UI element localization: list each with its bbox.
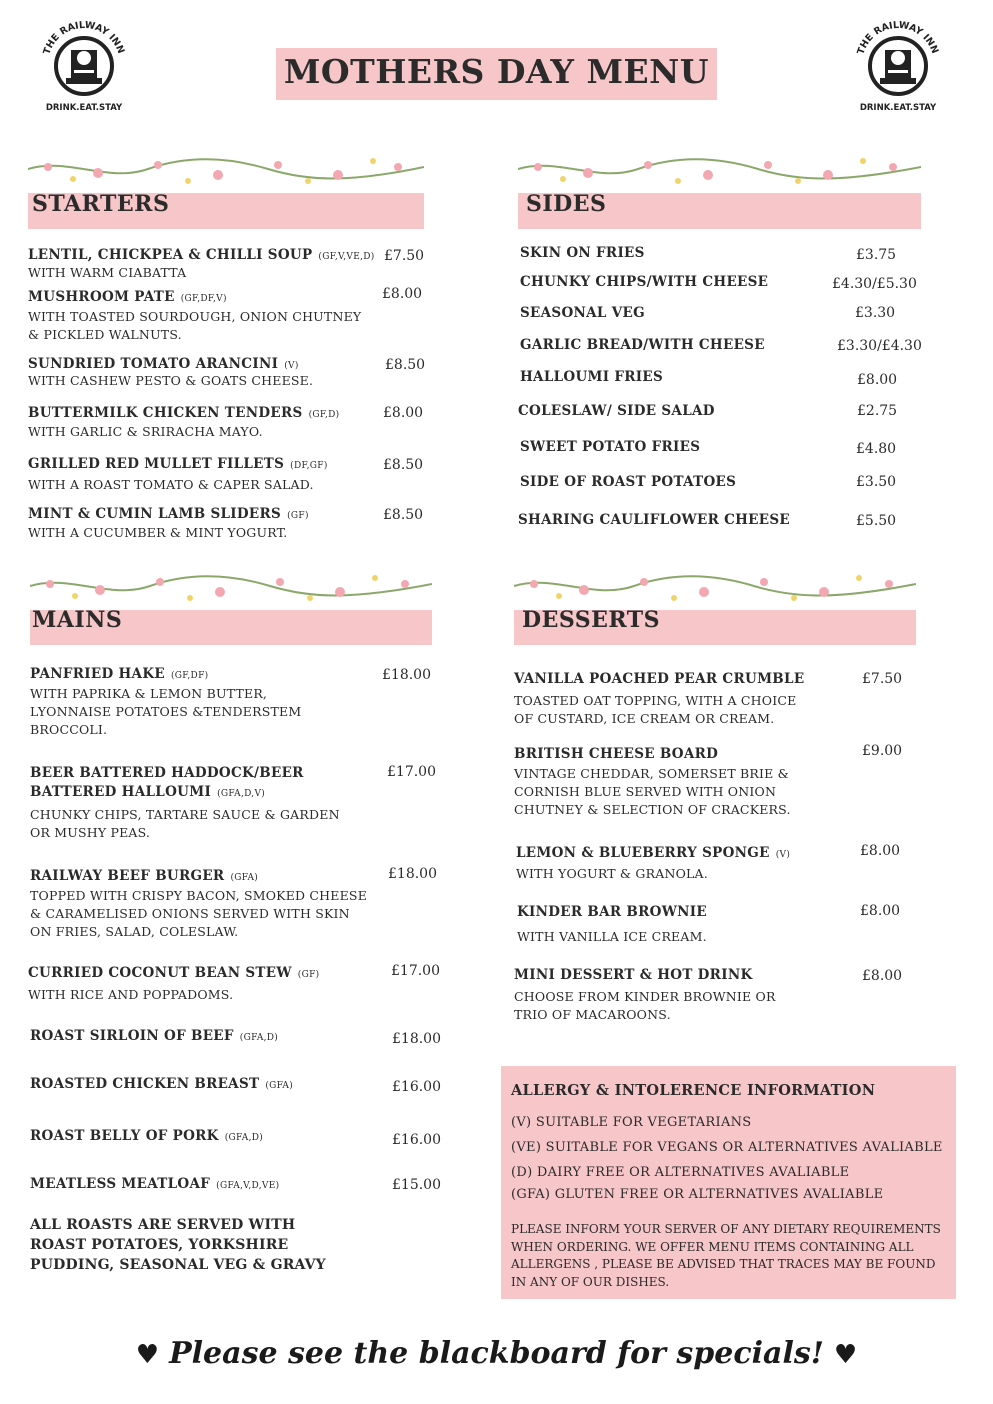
- footer-specials: [0, 1336, 993, 1371]
- menu-item-desc: WITH VANILLA ICE CREAM.: [517, 929, 707, 944]
- side-item-name: HALLOUMI FRIES: [520, 369, 664, 385]
- side-item-price: £8.00: [857, 372, 898, 388]
- menu-item-desc: WITH RICE AND POPPADOMS.: [28, 987, 234, 1002]
- floral-garland: [30, 572, 432, 610]
- menu-item-price: £9.00: [862, 743, 903, 759]
- dietary-tag: (GF): [287, 511, 309, 521]
- side-item-price: £3.30/£4.30: [837, 338, 922, 354]
- side-item-price: £3.75: [856, 247, 897, 263]
- allergy-line: (D) DAIRY FREE OR ALTERNATIVES AVALIABLE: [511, 1165, 850, 1180]
- dietary-tag: (GFA,V,D,VE): [216, 1181, 280, 1191]
- dietary-tag: (GFA,D,V): [217, 789, 266, 799]
- menu-item-desc: WITH A ROAST TOMATO & CAPER SALAD.: [28, 477, 314, 492]
- floral-garland: [28, 155, 424, 193]
- menu-item-name: LEMON & BLUEBERRY SPONGE (V): [516, 845, 791, 861]
- menu-item-price: £18.00: [388, 866, 437, 882]
- menu-item-desc: WITH PAPRIKA & LEMON BUTTER, LYONNAISE POTATOES &TENDERSTEM BROCCOLI.: [30, 686, 302, 737]
- mains-banner: [30, 572, 432, 645]
- menu-item-name: ROAST SIRLOIN OF BEEF (GFA,D): [30, 1028, 279, 1044]
- menu-item-name: SUNDRIED TOMATO ARANCINI (V): [28, 356, 299, 372]
- menu-item-desc: WITH CASHEW PESTO & GOATS CHEESE.: [28, 373, 314, 388]
- train-icon: [38, 12, 130, 112]
- menu-item-name: VANILLA POACHED PEAR CRUMBLE: [514, 671, 805, 687]
- side-item-price: £3.50: [856, 474, 897, 490]
- logo-right: [852, 12, 944, 112]
- menu-item-desc: TOPPED WITH CRISPY BACON, SMOKED CHEESE & CARAMELISED ONIONS SERVED WITH SKIN ON FRIES, SALAD, COLESLAW.: [30, 888, 368, 939]
- side-item-name: SHARING CAULIFLOWER CHEESE: [518, 512, 791, 528]
- menu-item-name: ROASTED CHICKEN BREAST (GFA): [30, 1076, 294, 1092]
- allergy-line: (VE) SUITABLE FOR VEGANS OR ALTERNATIVES AVALIABLE: [511, 1140, 943, 1155]
- menu-item-price: £8.00: [382, 286, 423, 302]
- svg-text:THE RAILWAY INN: THE RAILWAY INN: [41, 19, 127, 57]
- dietary-tag: (GF,DF,V): [180, 294, 227, 304]
- sides-heading: SIDES: [526, 191, 607, 217]
- menu-item-price: £8.00: [860, 843, 901, 859]
- dietary-tag: (GF,V,VE,D): [318, 252, 375, 262]
- side-item-price: £4.80: [856, 441, 897, 457]
- allergy-title: ALLERGY & INTOLERENCE INFORMATION: [511, 1082, 876, 1099]
- footer-text: Please see the blackboard for specials!: [169, 1336, 824, 1371]
- page-title: MOTHERS DAY MENU: [283, 52, 710, 91]
- dietary-tag: (GF): [297, 970, 320, 980]
- menu-item-price: £17.00: [387, 764, 436, 780]
- sides-banner: [518, 155, 921, 229]
- dietary-tag: (GF,DF): [170, 671, 209, 681]
- menu-item-name: MINT & CUMIN LAMB SLIDERS (GF): [28, 506, 309, 522]
- menu-item-name: BATTERED HALLOUMI (GFA,D,V): [30, 784, 266, 800]
- menu-item-price: £7.50: [862, 671, 903, 687]
- side-item-name: CHUNKY CHIPS/WITH CHEESE: [520, 274, 769, 290]
- menu-item-price: £18.00: [392, 1031, 441, 1047]
- side-item-name: COLESLAW/ SIDE SALAD: [518, 403, 715, 419]
- menu-item-desc: CHOOSE FROM KINDER BROWNIE OR TRIO OF MACAROONS.: [514, 989, 776, 1022]
- side-item-name: SEASONAL VEG: [520, 305, 645, 321]
- desserts-heading: DESSERTS: [522, 607, 661, 633]
- menu-item-name: MUSHROOM PATE (GF,DF,V): [28, 289, 227, 305]
- heart-icon: ♥: [135, 1340, 160, 1370]
- menu-item-price: £8.00: [383, 405, 424, 421]
- menu-item-name: BEER BATTERED HADDOCK/BEER: [30, 765, 304, 781]
- svg-text:THE RAILWAY INN: THE RAILWAY INN: [855, 19, 941, 57]
- roast-note: ALL ROASTS ARE SERVED WITH ROAST POTATOES, YORKSHIRE PUDDING, SEASONAL VEG & GRAVY: [30, 1217, 326, 1273]
- menu-item-name: MINI DESSERT & HOT DRINK: [514, 967, 753, 983]
- dietary-tag: (V): [775, 850, 791, 860]
- menu-item-price: £15.00: [392, 1177, 441, 1193]
- allergy-line: (V) SUITABLE FOR VEGETARIANS: [511, 1115, 752, 1130]
- menu-item-name: MEATLESS MEATLOAF (GFA,V,D,VE): [30, 1176, 280, 1192]
- menu-item-desc: VINTAGE CHEDDAR, SOMERSET BRIE & CORNISH BLUE SERVED WITH ONION CHUTNEY & SELECTION OF CRACKERS.: [514, 766, 791, 817]
- dietary-tag: (V): [284, 361, 299, 371]
- menu-item-price: £7.50: [384, 248, 425, 264]
- side-item-price: £5.50: [856, 513, 897, 529]
- menu-item-name: CURRIED COCONUT BEAN STEW (GF): [28, 965, 320, 981]
- menu-item-desc: CHUNKY CHIPS, TARTARE SAUCE & GARDEN OR MUSHY PEAS.: [30, 807, 340, 840]
- dietary-tag: (GFA,D): [239, 1033, 279, 1043]
- allergy-line: (GFA) GLUTEN FREE OR ALTERNATIVES AVALIABLE: [511, 1187, 884, 1202]
- menu-item-desc: WITH TOASTED SOURDOUGH, ONION CHUTNEY & PICKLED WALNUTS.: [28, 309, 362, 342]
- menu-item-desc: WITH GARLIC & SRIRACHA MAYO.: [28, 424, 263, 439]
- menu-item-name: BRITISH CHEESE BOARD: [514, 746, 719, 762]
- mains-heading: MAINS: [32, 607, 123, 633]
- dietary-tag: (GFA): [265, 1081, 294, 1091]
- menu-item-price: £17.00: [391, 963, 440, 979]
- menu-item-name: LENTIL, CHICKPEA & CHILLI SOUP (GF,V,VE,D): [28, 247, 375, 263]
- side-item-name: GARLIC BREAD/WITH CHEESE: [520, 337, 765, 353]
- menu-item-price: £16.00: [392, 1132, 441, 1148]
- menu-item-desc: WITH YOGURT & GRANOLA.: [516, 866, 708, 881]
- side-item-name: SWEET POTATO FRIES: [520, 439, 701, 455]
- menu-item-name: BUTTERMILK CHICKEN TENDERS (GF,D): [28, 405, 340, 421]
- menu-item-desc: TOASTED OAT TOPPING, WITH A CHOICE OF CUSTARD, ICE CREAM OR CREAM.: [514, 693, 797, 726]
- svg-text:DRINK.EAT.STAY: DRINK.EAT.STAY: [45, 103, 123, 112]
- side-item-price: £4.30/£5.30: [832, 276, 917, 292]
- menu-item-desc: WITH A CUCUMBER & MINT YOGURT.: [28, 525, 288, 540]
- menu-item-name: ROAST BELLY OF PORK (GFA,D): [30, 1128, 264, 1144]
- svg-text:DRINK.EAT.STAY: DRINK.EAT.STAY: [859, 103, 937, 112]
- menu-item-desc: WITH WARM CIABATTA: [28, 265, 187, 280]
- starters-banner: [28, 155, 424, 229]
- menu-item-price: £8.50: [383, 457, 424, 473]
- menu-item-name: KINDER BAR BROWNIE: [517, 904, 708, 920]
- side-item-price: £2.75: [857, 403, 898, 419]
- starters-heading: STARTERS: [32, 191, 170, 217]
- dietary-tag: (GFA): [230, 873, 259, 883]
- menu-item-price: £8.50: [385, 357, 426, 373]
- train-icon: [852, 12, 944, 112]
- heart-icon: ♥: [833, 1340, 858, 1370]
- menu-item-name: RAILWAY BEEF BURGER (GFA): [30, 868, 259, 884]
- logo-left: [38, 12, 130, 112]
- floral-garland: [518, 155, 921, 193]
- menu-item-price: £8.00: [862, 968, 903, 984]
- dietary-tag: (DF,GF): [290, 461, 328, 471]
- desserts-banner: [514, 572, 916, 645]
- dietary-tag: (GFA,D): [224, 1133, 264, 1143]
- side-item-name: SIDE OF ROAST POTATOES: [520, 474, 737, 490]
- allergy-note: PLEASE INFORM YOUR SERVER OF ANY DIETARY REQUIREMENTS WHEN ORDERING. WE OFFER MENU ITEMS CONTAINING ALL ALLERGENS , PLEASE BE ADVISED THAT TRACES MAY BE FOUND IN ANY OF OUR DISHES.: [511, 1222, 941, 1289]
- menu-item-price: £18.00: [382, 667, 431, 683]
- menu-item-price: £8.50: [383, 507, 424, 523]
- menu-item-name: PANFRIED HAKE (GF,DF): [30, 666, 209, 682]
- menu-item-price: £16.00: [392, 1079, 441, 1095]
- side-item-name: SKIN ON FRIES: [520, 245, 645, 261]
- floral-garland: [514, 572, 916, 610]
- menu-item-price: £8.00: [860, 903, 901, 919]
- side-item-price: £3.30: [855, 305, 896, 321]
- dietary-tag: (GF,D): [308, 410, 340, 420]
- menu-item-name: GRILLED RED MULLET FILLETS (DF,GF): [28, 456, 328, 472]
